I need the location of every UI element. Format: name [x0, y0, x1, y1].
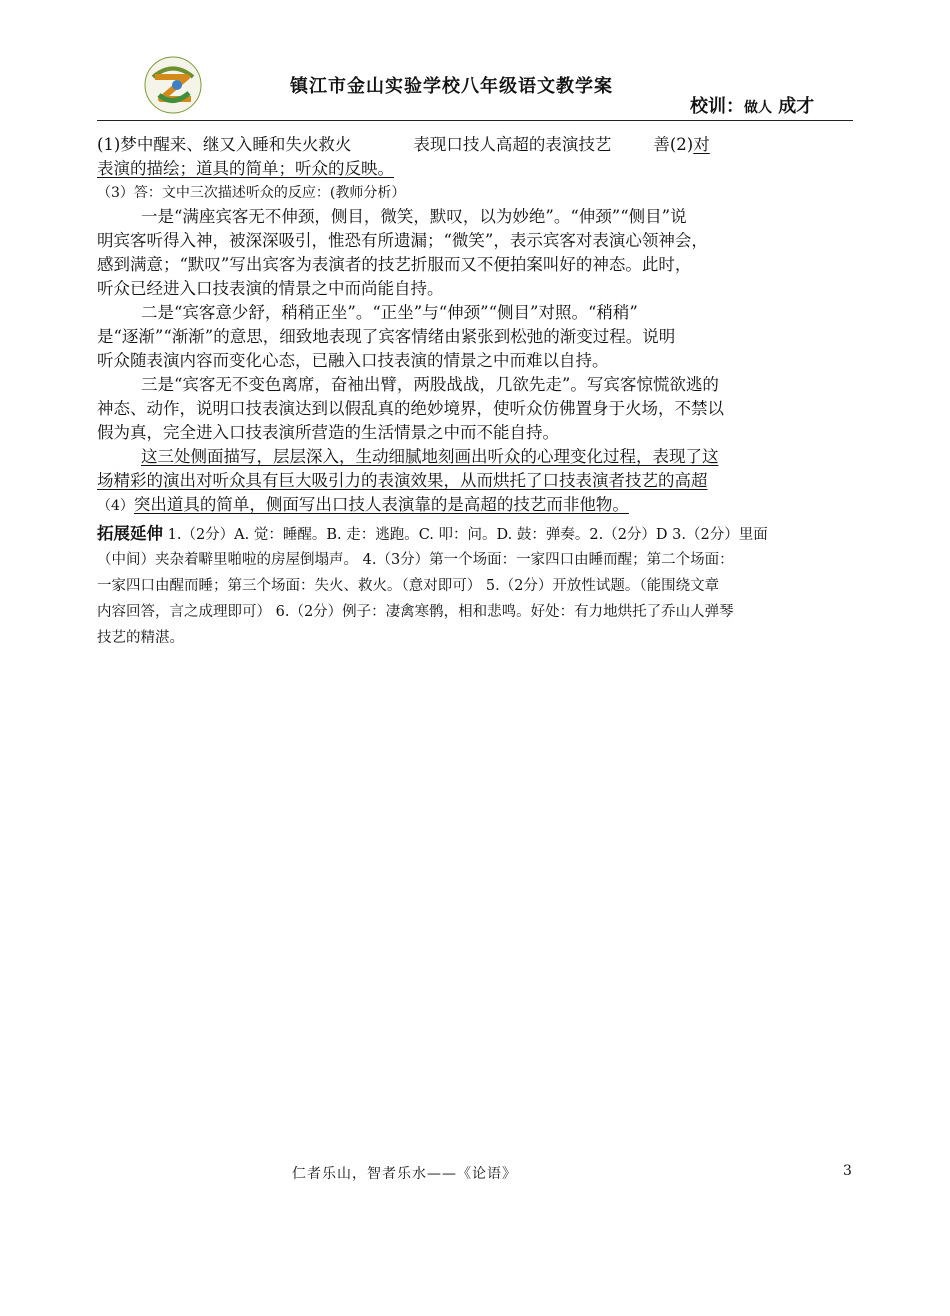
answer-text: 对: [693, 135, 710, 154]
extension-heading: 拓展延伸: [97, 524, 163, 543]
extension-line: 内容回答，言之成理即可） 6.（2分）例子：凄禽寒鹘，相和悲鸣。好处：有力地烘托了乔山人弹琴: [97, 604, 734, 620]
answer-line: 明宾客听得入神，被深深吸引，惟恐有所遗漏；“微笑”，表示宾客对表演心领神会，: [97, 231, 708, 250]
extension-line: （中间）夹杂着噼里啪啦的房屋倒塌声。 4.（3分）第一个场面：一家四口由睡而醒；第二个场面：: [97, 552, 734, 568]
answer-line: 听众已经进入口技表演的情景之中而尚能自持。: [97, 279, 444, 298]
answer-line: 听众随表演内容而变化心态，已融入口技表演的情景之中而难以自持。: [97, 351, 609, 370]
motto-part-1: 做人: [744, 100, 772, 116]
answer-line: （3）答：文中三次描述听众的反应：(教师分析）: [97, 185, 406, 201]
answer-text: （4）: [97, 498, 134, 514]
extension-line: 一家四口由醒而睡；第三个场面：失火、救火。（意对即可） 5.（2分）开放性试题。（能围绕文章: [97, 578, 720, 594]
footer-quote: 仁者乐山，智者乐水——《论语》: [292, 1166, 517, 1182]
answer-content: [97, 133, 853, 651]
page-number: 3: [843, 1163, 852, 1179]
answer-line: [97, 133, 853, 157]
school-logo: [143, 55, 203, 115]
answer-text: 表现口技人高超的表演技艺: [413, 135, 612, 154]
school-motto: [690, 92, 814, 118]
motto-label: 校训：: [690, 96, 744, 117]
answer-line: 场精彩的演出对听众具有巨大吸引力的表演效果，从而烘托了口技表演者技艺的高超: [97, 471, 708, 490]
answer-text: (1)梦中醒来、继又入睡和失火救火: [97, 135, 352, 154]
answer-line: 表演的描绘；道具的简单；听众的反映。: [97, 159, 394, 178]
extension-line: [97, 521, 853, 547]
answer-line: [97, 493, 853, 517]
extension-line: 技艺的精湛。: [97, 630, 184, 646]
header-divider: [97, 120, 853, 121]
answer-text: 善(2): [653, 135, 694, 154]
answer-text: 这三处侧面描写，层层深入，生动细腻地刻画出听众的心理变化过程，表现了这: [141, 447, 719, 466]
answer-line: 神态、动作，说明口技表演达到以假乱真的绝妙境界，使听众仿佛置身于火场，不禁以: [97, 399, 724, 418]
answer-line: 是“逐渐”“渐渐”的意思，细致地表现了宾客情绪由紧张到松弛的渐变过程。说明: [97, 327, 676, 346]
extension-text: 1.（2分）A. 觉：睡醒。B. 走：逃跑。C. 叩：问。D. 鼓：弹奏。2.（2分）D 3.（2分）里面: [167, 527, 768, 543]
answer-text: 突出道具的简单，侧面写出口技人表演靠的是高超的技艺而非他物。: [133, 495, 629, 514]
answer-line: 假为真，完全进入口技表演所营造的生活情景之中而不能自持。: [97, 423, 559, 442]
answer-line: 二是“宾客意少舒，稍稍正坐”。“正坐”与“伸颈”“侧目”对照。“稍稍”: [141, 303, 638, 322]
answer-line: [97, 445, 853, 469]
extension-section: [97, 521, 853, 651]
header-title: 镇江市金山实验学校八年级语文教学案: [290, 76, 613, 97]
answer-line: 感到满意；“默叹”写出宾客为表演者的技艺折服而又不便拍案叫好的神态。此时，: [97, 255, 692, 274]
answer-line: 一是“满座宾客无不伸颈，侧目，微笑，默叹，以为妙绝”。“伸颈”“侧目”说: [141, 207, 687, 226]
motto-part-2: 成才: [778, 96, 815, 117]
answer-line: 三是“宾客无不变色离席，奋袖出臂，两股战战，几欲先走”。写宾客惊慌欲逃的: [141, 375, 719, 394]
